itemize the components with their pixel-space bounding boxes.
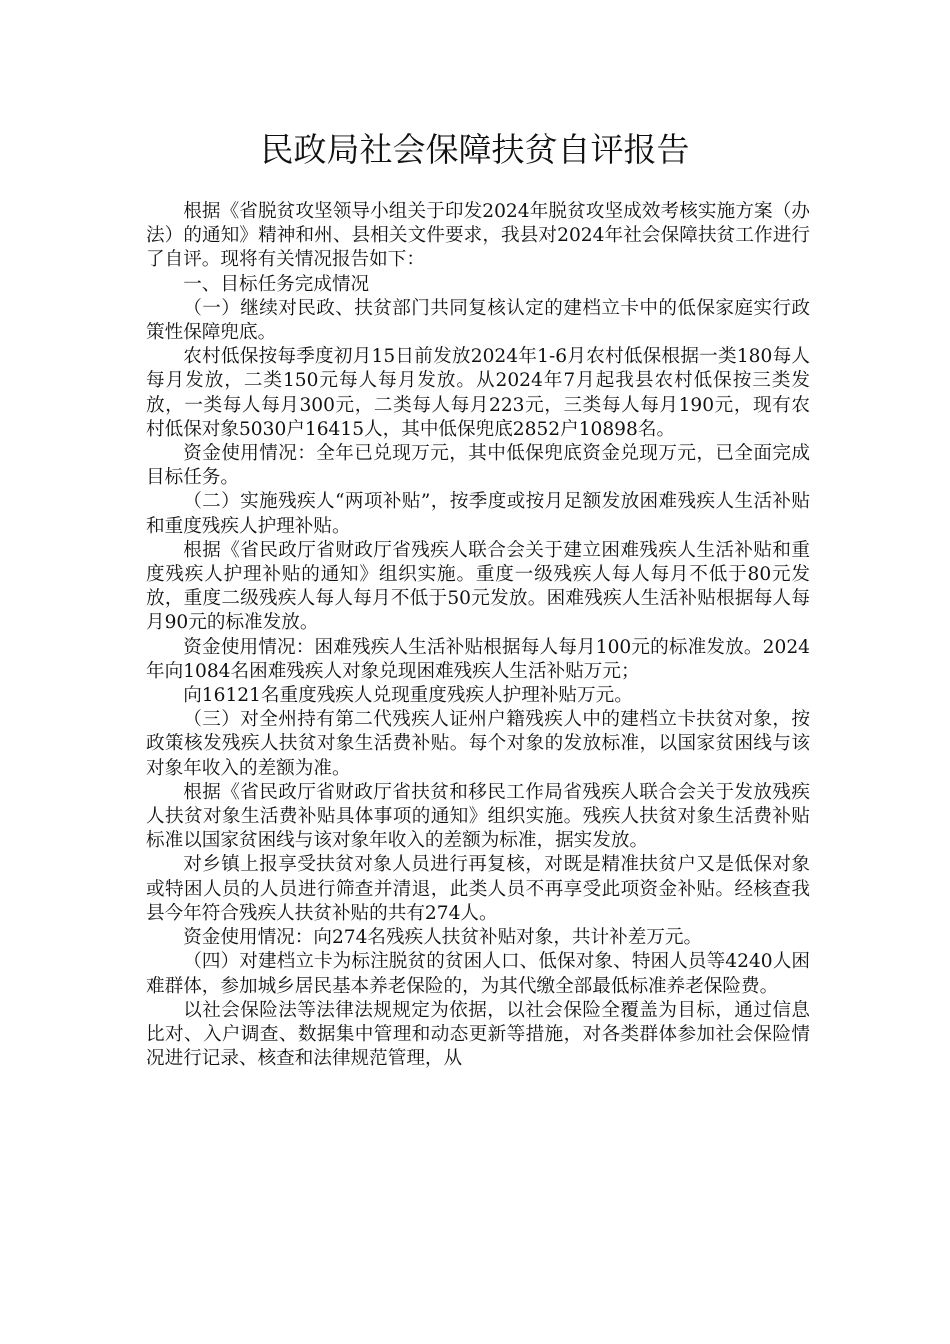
paragraph-intro: 根据《省脱贫攻坚领导小组关于印发2024年脱贫攻坚成效考核实施方案（办法）的通知》精神和州、县相关文件要求，我县对2024年社会保障扶贫工作进行了自评。现将有关情况报告如下：: [146, 201, 810, 271]
paragraph-funds-3: 资金使用情况：向274名残疾人扶贫补贴对象，共计补差万元。: [183, 927, 703, 949]
paragraph-rural-subsistence: 农村低保按每季度初月15日前发放2024年1-6月农村低保根据一类180每人每月发放，二类150元每人每月发放。从2024年7月起我县农村低保按三类发放，一类每人每月300元，二类每人每月223元，三类每人每月190元，现有农村低保对象5030户16415人，其中低保兜底2852户10898名。: [146, 346, 810, 440]
document-title: 民政局社会保障扶贫自评报告: [260, 130, 690, 169]
paragraph-funds-2: 资金使用情况：困难残疾人生活补贴根据每人每月100元的标准发放。2024年向1084名困难残疾人对象兑现困难残疾人生活补贴万元；: [146, 636, 810, 682]
paragraph-disability-subsidy: 根据《省民政厅省财政厅省残疾人联合会关于建立困难残疾人生活补贴和重度残疾人护理补贴的通知》组织实施。重度一级残疾人每人每月不低于80元发放，重度二级残疾人每人每月不低于50元发放。困难残疾人生活补贴根据每人每月90元的标准发放。: [146, 539, 810, 634]
document-body: [146, 200, 810, 1071]
paragraph-funds-1: 资金使用情况：全年已兑现万元，其中低保兜底资金兑现万元，已全面完成目标任务。: [146, 443, 810, 489]
subsection-heading-1: （一）继续对民政、扶贫部门共同复核认定的建档立卡中的低保家庭实行政策性保障兜底。: [146, 297, 810, 344]
paragraph-social-insurance: 以社会保险法等法律法规规定为依据，以社会保险全覆盖为目标，通过信息比对、入户调查、数据集中管理和动态更新等措施，对各类群体参加社会保险情况进行记录、核查和法律规范管理，从: [146, 999, 810, 1070]
paragraph-funds-2b: 向16121名重度残疾人兑现重度残疾人护理补贴万元。: [183, 685, 633, 707]
paragraph-review: 对乡镇上报享受扶贫对象人员进行再复核，对既是精准扶贫户又是低保对象或特困人员的人员进行筛查并清退，此类人员不再享受此项资金补贴。经核查我县今年符合残疾人扶贫补贴的共有274人。: [146, 854, 810, 924]
subsection-heading-2: （二）实施残疾人“两项补贴”，按季度或按月足额发放困难残疾人生活补贴和重度残疾人护理补贴。: [146, 491, 810, 537]
paragraph-poverty-subsidy: 根据《省民政厅省财政厅省扶贫和移民工作局省残疾人联合会关于发放残疾人扶贫对象生活费补贴具体事项的通知》组织实施。残疾人扶贫对象生活费补贴标准以国家贫困线与该对象年收入的差额为标准，据实发放。: [146, 781, 810, 852]
section-heading-1: 一、目标任务完成情况: [183, 273, 370, 295]
subsection-heading-3: （三）对全州持有第二代残疾人证州户籍残疾人中的建档立卡扶贫对象，按政策核发残疾人扶贫对象生活费补贴。每个对象的发放标准，以国家贫困线与该对象年收入的差额为准。: [146, 709, 810, 779]
subsection-heading-4: （四）对建档立卡为标注脱贫的贫困人口、低保对象、特困人员等4240人困难群体，参加城乡居民基本养老保险的，为其代缴全部最低标准养老保险费。: [146, 951, 810, 997]
